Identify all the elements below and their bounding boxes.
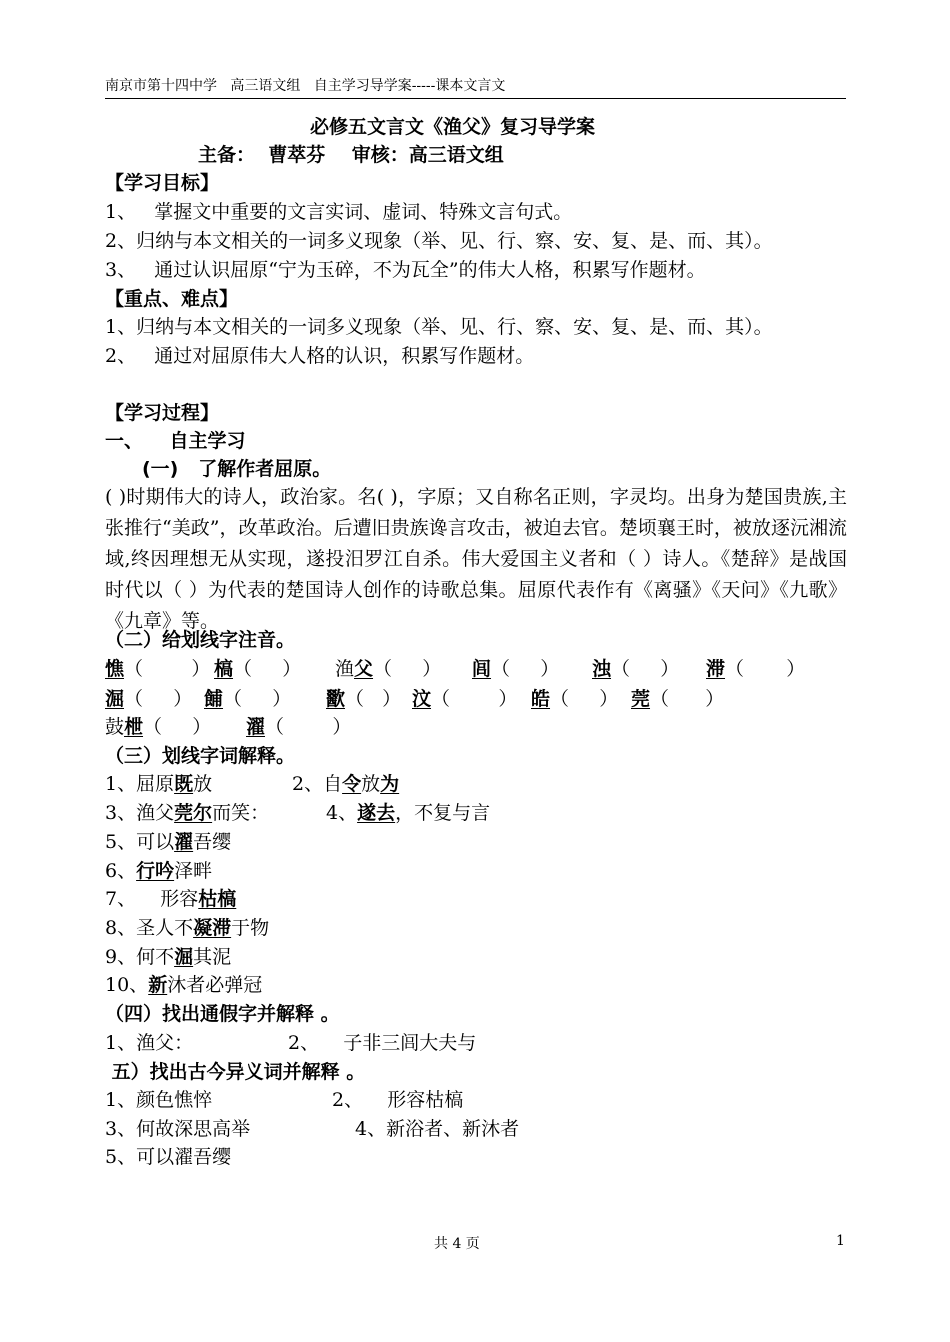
- authors-line: 主备： 曹萃芬 审核：高三语文组: [198, 144, 504, 166]
- key-points-heading: 【重点、难点】: [105, 288, 239, 310]
- explain-item: 8、圣人不凝滞于物: [105, 917, 270, 939]
- pinyin-item: 歠（ ）: [326, 688, 402, 710]
- subsection-heading: 五）找出古今异义词并解释 。: [105, 1061, 366, 1083]
- subsection-heading: （四）找出通假字并解释 。: [105, 1003, 340, 1025]
- header-rule: [105, 98, 846, 99]
- section-heading: 一、 自主学习: [105, 430, 246, 452]
- explain-item: 4、遂去，不复与言: [326, 802, 491, 824]
- pinyin-item: 濯（ ）: [246, 716, 352, 738]
- document-title: 必修五文言文《渔父》复习导学案: [310, 116, 596, 138]
- page-header: 南京市第十四中学 高三语文组 自主学习导学案-----课本文言文: [105, 78, 506, 94]
- explain-item: 5、可以濯吾缨: [105, 831, 232, 853]
- author-bio-paragraph: ( )时期伟大的诗人，政治家。名( )，字原；又自称名正则，字灵均。出身为楚国贵族,主张推行“美政”，改革政治。后遭旧贵族谗言攻击，被迫去官。楚顷襄王时，被放逐沅湘流域,终因理想无从实现，遂投汨罗江自杀。伟大爱国主义者和（ ）诗人。《楚辞》是战国时代以（ ）为代表的楚国诗人创作的诗歌总集。屈原代表作有《离骚》《天问》《九歌》《九章》等。: [105, 486, 847, 632]
- pinyin-item: 渔父（ ）: [335, 658, 442, 680]
- pinyin-item: 餔（ ）: [204, 688, 292, 710]
- tongjia-item: 2、 子非三闾大夫与: [288, 1032, 477, 1054]
- tongjia-item: 1、渔父：: [105, 1032, 194, 1054]
- key-point-item: 2、 通过对屈原伟大人格的认识，积累写作题材。: [105, 345, 535, 367]
- explain-item: 7、 形容枯槁: [105, 888, 237, 910]
- goal-item: 2、归纳与本文相关的一词多义现象（举、见、行、察、安、复、是、而、其）。: [105, 230, 773, 252]
- pinyin-item: 浊（ ）: [592, 658, 680, 680]
- key-point-item: 1、归纳与本文相关的一词多义现象（举、见、行、察、安、复、是、而、其）。: [105, 316, 773, 338]
- process-heading: 【学习过程】: [105, 402, 220, 424]
- goal-item: 1、 掌握文中重要的文言实词、虚词、特殊文言句式。: [105, 201, 573, 223]
- explain-item: 2、自令放为: [292, 773, 400, 795]
- explain-item: 3、渔父莞尔而笑：: [105, 802, 270, 824]
- pinyin-item: 淈（ ）: [105, 688, 193, 710]
- goals-heading: 【学习目标】: [105, 172, 220, 194]
- explain-item: 1、屈原既放: [105, 773, 213, 795]
- subsection-heading: (一) 了解作者屈原。: [142, 458, 332, 480]
- explain-item: 9、何不淈其泥: [105, 946, 232, 968]
- pinyin-item: 皓（ ）: [531, 688, 619, 710]
- pinyin-item: 槁（ ）: [214, 658, 302, 680]
- page-number: 1: [836, 1233, 845, 1249]
- explain-item: 6、行吟泽畔: [105, 860, 213, 882]
- pinyin-item: 闾（ ）: [472, 658, 560, 680]
- gujin-item: 3、何故深思高举: [105, 1118, 251, 1140]
- pinyin-item: 滞（ ）: [706, 658, 806, 680]
- goal-item: 3、 通过认识屈原“宁为玉碎，不为瓦全”的伟大人格，积累写作题材。: [105, 259, 706, 281]
- gujin-item: 5、可以濯吾缨: [105, 1146, 232, 1168]
- gujin-item: 4、新浴者、新沐者: [355, 1118, 520, 1140]
- subsection-heading: （三）划线字词解释。: [105, 745, 296, 767]
- gujin-item: 2、 形容枯槁: [332, 1089, 464, 1111]
- page-count: 共 4 页: [434, 1236, 480, 1252]
- pinyin-item: 憔（ ）: [105, 658, 211, 680]
- gujin-item: 1、颜色憔悴: [105, 1089, 213, 1111]
- explain-item: 10、新沐者必弹冠: [105, 974, 263, 996]
- pinyin-item: 鼓枻（ ）: [105, 716, 212, 738]
- pinyin-item: 莞（ ）: [631, 688, 725, 710]
- pinyin-item: 汶（ ）: [412, 688, 518, 710]
- subsection-heading: （二）给划线字注音。: [105, 629, 296, 651]
